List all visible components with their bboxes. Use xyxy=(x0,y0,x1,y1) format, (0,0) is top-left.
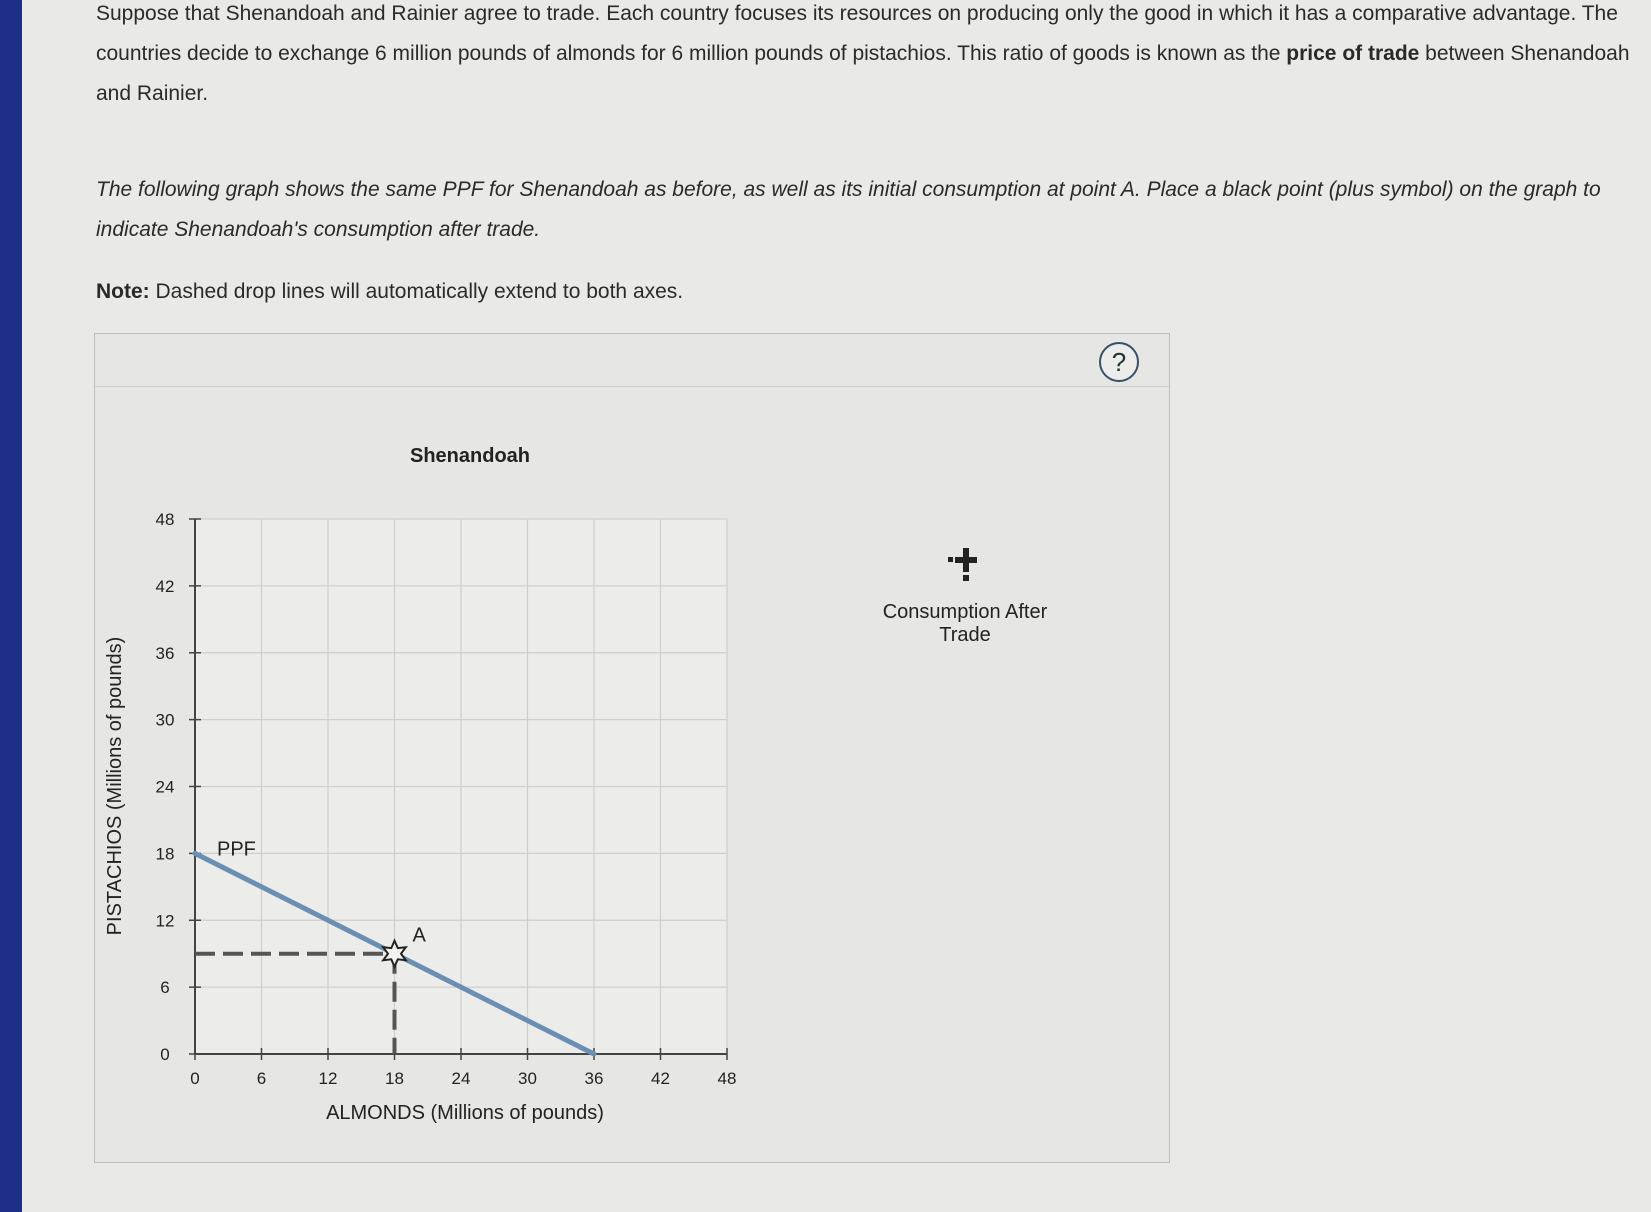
y-tick-label: 48 xyxy=(155,510,175,529)
x-tick-label: 48 xyxy=(717,1069,737,1088)
x-tick-label: 30 xyxy=(518,1069,537,1088)
y-tick-label: 30 xyxy=(155,710,175,730)
x-tick-label: 12 xyxy=(318,1069,338,1088)
y-tick-label: 18 xyxy=(155,844,175,864)
y-tick-label: 0 xyxy=(160,1045,170,1064)
x-axis-label: ALMONDS (Millions of pounds) xyxy=(326,1102,604,1124)
ppf-label: PPF xyxy=(217,838,256,861)
y-tick-label: 36 xyxy=(155,643,175,663)
point-a-label: A xyxy=(412,924,426,947)
palette-label: Consumption After Trade xyxy=(882,601,1048,646)
grid-lines xyxy=(195,519,727,1054)
note-paragraph: Note: Dashed drop lines will automatically extend to both axes. xyxy=(96,280,684,303)
y-axis-label: PISTACHIOS (Millions of pounds) xyxy=(104,636,126,936)
y-tick-label: 12 xyxy=(155,911,175,931)
question-paragraph-1: Suppose that Shenandoah and Rainier agree to trade. Each country focuses its resources on producing only the good in which it has a comparative advantage. The countries decide to exchange 6 million pounds of almonds for 6 million pounds of pistachios. This ratio of goods is known as the price of trade between Shenandoah and Rainier. xyxy=(96,2,1630,105)
y-tick-label: 42 xyxy=(155,576,175,596)
help-button[interactable]: ? xyxy=(1099,342,1139,382)
x-tick-label: 24 xyxy=(451,1069,471,1088)
question-paragraph-2: The following graph shows the same PPF for Shenandoah as before, as well as its initial consumption at point A. Place a black point (plus symbol) on the graph to indicate Shenandoah's consumption after trade. xyxy=(96,178,1601,241)
graph-widget-panel xyxy=(94,333,1170,1163)
ppf-graph[interactable] xyxy=(95,334,1169,1162)
point-palette xyxy=(855,544,1075,647)
y-tick-label: 6 xyxy=(160,978,170,998)
y-tick-label: 24 xyxy=(155,777,175,797)
x-tick-label: 6 xyxy=(256,1069,267,1088)
x-tick-label: 18 xyxy=(385,1069,404,1088)
left-sidebar-strip xyxy=(0,0,22,1212)
plus-icon[interactable] xyxy=(945,544,985,584)
x-tick-label: 36 xyxy=(584,1069,604,1088)
chart-title: Shenandoah xyxy=(409,445,531,467)
x-tick-label: 42 xyxy=(651,1069,670,1088)
x-tick-label: 0 xyxy=(190,1069,200,1088)
